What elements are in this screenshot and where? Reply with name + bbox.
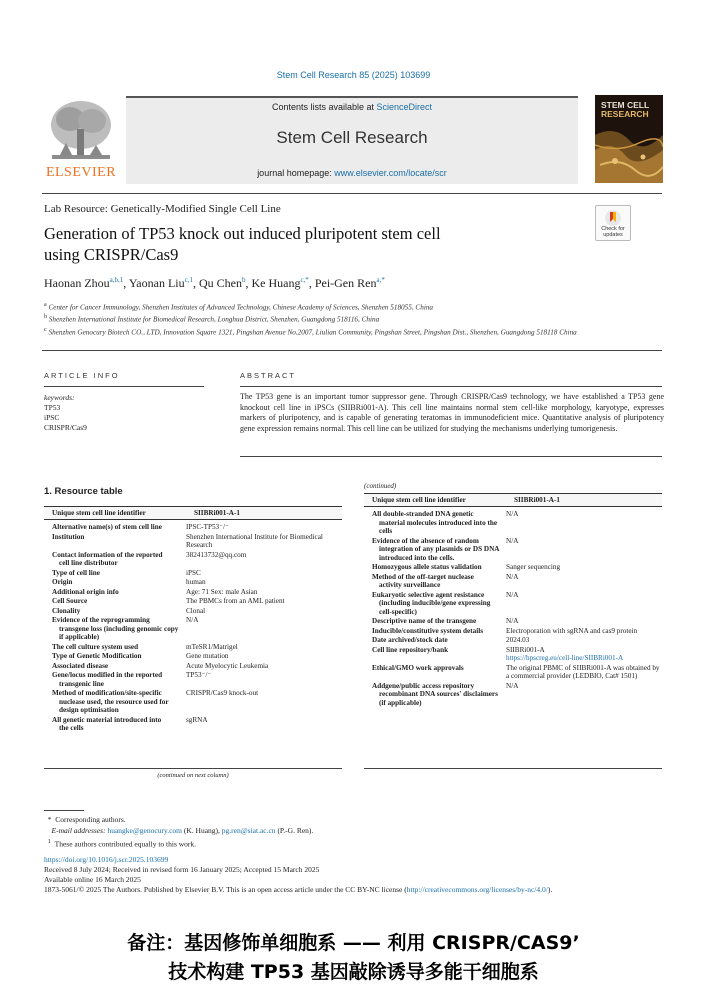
keyword: TP53 — [44, 403, 61, 412]
footnote-rule — [44, 810, 84, 811]
table-row — [364, 663, 662, 681]
keyword: CRISPR/Cas9 — [44, 423, 87, 432]
doi-link[interactable]: https://doi.org/10.1016/j.scr.2025.103699 — [44, 855, 169, 864]
row-label: Evidence of the reprogramming — [52, 616, 150, 624]
table-row — [44, 606, 342, 616]
affiliations — [44, 300, 584, 337]
continued-label: (continued) — [364, 482, 397, 490]
row-label-cell — [44, 532, 186, 550]
publication-info — [44, 855, 664, 895]
table-row — [364, 507, 662, 536]
article-title — [44, 223, 524, 265]
row-label: Cell line repository/bank — [372, 645, 449, 654]
article-type: Lab Resource: Genetically-Modified Single Cell Line — [44, 203, 281, 215]
journal-homepage — [126, 168, 578, 178]
affiliation-text: Shenzhen International Institute for Biomedical Research, Longhua District, Shenzhen, Guangdong 518116, China — [48, 315, 380, 324]
row-label-cell — [44, 550, 186, 568]
table-row — [44, 587, 342, 597]
row-value-cell — [186, 670, 342, 688]
row-label-cell — [364, 635, 506, 645]
row-label-cell — [44, 587, 186, 597]
author-separator: , — [192, 276, 199, 290]
row-value: Electroporation with sgRNA and cas9 protein — [506, 626, 638, 635]
divider — [42, 193, 662, 194]
row-label-cell — [364, 590, 506, 617]
table-row — [364, 681, 662, 708]
table-row — [44, 532, 342, 550]
row-value-cell — [506, 562, 662, 572]
resource-table-left — [44, 506, 342, 733]
row-value: Sanger sequencing — [506, 563, 561, 571]
row-value: 382413732@qq.com — [186, 550, 247, 559]
row-label: Additional origin info — [52, 587, 119, 596]
affiliation-text: Shenzhen Genocury Biotech CO., LTD, Innovation Square 1321, Pingshan Avenue No.2007, Liulian Community, Pingshan Street, Pingshan Dist., Shenzhen, Guangdong 518118 China — [48, 328, 577, 337]
divider — [44, 386, 204, 387]
row-value-cell — [506, 590, 662, 617]
author-name[interactable]: Pei-Gen Ren — [314, 276, 377, 290]
row-label-cell — [44, 520, 186, 532]
resource-table-right — [364, 493, 662, 707]
keywords-label: keywords: — [44, 393, 75, 402]
row-label-continued: activity surveillance — [379, 581, 441, 589]
row-label: Alternative name(s) of stem cell line — [52, 523, 162, 531]
row-label-cell — [364, 616, 506, 626]
row-value: N/A — [506, 510, 519, 518]
caption-line-1: 备注：基因修饰单细胞系 —— 利用 CRISPR/CAS9’ — [127, 932, 580, 954]
divider — [240, 456, 662, 457]
table-row — [364, 616, 662, 626]
row-label-cell — [364, 663, 506, 681]
row-label: Cell Source — [52, 597, 88, 605]
chinese-caption — [0, 929, 707, 987]
row-value: N/A — [506, 617, 519, 625]
table-row — [364, 562, 662, 572]
row-value: mTeSR1/Matrigel — [186, 642, 238, 651]
table-row — [364, 626, 662, 636]
caption-line-2: 技术构建 TP53 基因敲除诱导多能干细胞系 — [168, 961, 539, 983]
author-affiliation-marker[interactable]: b — [241, 276, 246, 284]
table-header-col2: SIIBRi001-A-1 — [514, 496, 560, 504]
title-line-2: using CRISPR/Cas9 — [44, 245, 179, 264]
row-label-cell — [44, 661, 186, 671]
bookmark-icon — [603, 208, 623, 228]
cover-title-2: RESEARCH — [601, 108, 649, 119]
available-online: Available online 16 March 2025 — [44, 875, 141, 884]
row-value-cell — [506, 536, 662, 563]
row-value: iPSC — [186, 568, 201, 577]
row-label-cell — [364, 536, 506, 563]
row-value: N/A — [506, 536, 519, 545]
row-value: Gene mutation — [186, 652, 229, 660]
author-list — [44, 276, 385, 291]
author-separator: , — [123, 276, 129, 290]
table-header-row — [44, 507, 342, 520]
row-value: Acute Myelocytic Leukemia — [186, 661, 269, 670]
row-value-cell — [506, 616, 662, 626]
row-label-cell — [364, 572, 506, 590]
row-label: Descriptive name of the transgene — [372, 617, 477, 625]
row-value: SIIBRi001-A — [506, 645, 545, 654]
author-name[interactable]: Qu Chen — [198, 276, 242, 290]
author-separator: , — [308, 276, 315, 290]
row-label: Evidence of the absence of random — [372, 536, 479, 545]
row-label-cell — [44, 568, 186, 578]
affiliation-text: Center for Cancer Immunology, Shenzhen Institutes of Advanced Technology, Chinese Academy of Sciences, Shenzhen 518055, China — [48, 303, 434, 312]
table-row — [44, 651, 342, 661]
table-row — [44, 642, 342, 652]
cover-title-1: STEM CELL — [601, 100, 650, 110]
row-value-cell — [186, 532, 342, 550]
table-row — [44, 577, 342, 587]
publisher-name: ELSEVIER — [45, 165, 117, 180]
author-separator: , — [245, 276, 252, 290]
homepage-prefix: journal homepage: — [257, 168, 335, 178]
row-label: Gene/locus modified in the reported — [52, 671, 163, 679]
elsevier-logo — [42, 95, 120, 183]
row-value: IPSC-TP53⁻/⁻ — [186, 523, 229, 531]
row-label-cell — [44, 615, 186, 642]
journal-title: Stem Cell Research — [276, 128, 428, 147]
divider — [364, 768, 662, 769]
row-label-cell — [44, 670, 186, 688]
row-value-cell — [506, 635, 662, 645]
row-label-continued: integration of any plasmids or DS DNA introduced into the cells. — [379, 545, 500, 562]
row-label-cell — [364, 562, 506, 572]
table-row — [44, 615, 342, 642]
row-value-cell — [506, 681, 662, 708]
row-label: Addgene/public access repository — [372, 681, 475, 690]
affiliation-marker: b — [44, 314, 47, 321]
row-label: Method of the off-target nuclease — [372, 572, 474, 581]
table-header-col1: Unique stem cell line identifier — [372, 496, 466, 504]
row-label-continued: recombinant DNA sources' disclaimers (if applicable) — [379, 690, 498, 707]
table-row — [364, 572, 662, 590]
table-row — [44, 670, 342, 688]
row-value-cell — [186, 615, 342, 642]
row-label: Date archived/stock date — [372, 636, 448, 644]
row-value: N/A — [506, 590, 519, 599]
row-value-cell — [186, 715, 342, 733]
keyword: iPSC — [44, 413, 60, 422]
row-label: The cell culture system used — [52, 642, 139, 651]
row-value-cell — [506, 626, 662, 636]
row-value-cell — [186, 688, 342, 715]
row-value: N/A — [506, 572, 519, 581]
row-label: Type of Genetic Modification — [52, 652, 142, 660]
row-label-cell — [44, 577, 186, 587]
row-label-cell — [44, 715, 186, 733]
row-label: Ethical/GMO work approvals — [372, 663, 464, 672]
table-row — [44, 550, 342, 568]
journal-reference[interactable]: Stem Cell Research 85 (2025) 103699 — [276, 70, 431, 80]
row-label-cell — [44, 688, 186, 715]
row-label-cell — [364, 681, 506, 708]
author-name[interactable]: Ke Huang — [251, 276, 301, 290]
license-text: 1873-5061/© 2025 The Authors. Published by Elsevier B.V. This is an open access article under the CC BY-NC license (http://creativecommons.org/licenses/by-nc/4.0/). — [44, 885, 553, 894]
row-value-cell — [186, 577, 342, 587]
affiliation-marker: a — [44, 302, 47, 308]
row-label: All genetic material introduced into — [52, 715, 162, 724]
repository-link[interactable]: https://hpscreg.eu/cell-line/SIIBRi001-A — [506, 654, 624, 662]
table-row — [44, 715, 342, 733]
row-value-cell — [186, 606, 342, 616]
email-line: E-mail addresses: huangke@genocury.com (K. Huang), pg.ren@siat.ac.cn (P.-G. Ren). — [51, 826, 314, 835]
row-value: The PBMCs from an AML patient — [186, 597, 285, 605]
row-label: Eukaryotic selective agent resistance — [372, 590, 485, 599]
row-value: 2024.03 — [506, 636, 530, 644]
divider — [240, 386, 662, 387]
row-label-cell — [44, 606, 186, 616]
row-label: Method of modification/site-specific — [52, 689, 162, 697]
row-value-cell — [506, 645, 662, 663]
row-value-cell — [506, 507, 662, 536]
row-value: The original PBMC of SIIBRi001-A was obtained by a commercial provider (LEDBIO, Cat# 1501) — [506, 663, 660, 680]
affiliation — [44, 300, 584, 312]
row-value: Clonal — [186, 606, 206, 615]
table-row — [364, 590, 662, 617]
author-affiliation-marker[interactable]: a,* — [376, 276, 385, 284]
email-link-1[interactable]: huangke@genocury.com — [107, 826, 182, 835]
row-label-cell — [44, 596, 186, 606]
row-label: Inducible/constitutive system details — [372, 626, 484, 635]
row-label: Type of cell line — [52, 568, 100, 577]
row-value: N/A — [186, 616, 199, 624]
row-value: N/A — [506, 681, 519, 690]
row-label-continued: material molecules introduced into the cells — [379, 518, 498, 535]
row-value-cell — [186, 550, 342, 568]
row-value: human — [186, 578, 206, 586]
divider — [42, 350, 662, 351]
row-value: Shenzhen International Institute for Biomedical Research — [186, 532, 323, 549]
divider — [44, 768, 342, 769]
row-value-cell — [186, 568, 342, 578]
row-value: TP53⁻/⁻ — [186, 671, 212, 679]
table-header-row — [364, 494, 662, 507]
author-affiliation-marker[interactable]: c,1 — [184, 276, 193, 284]
author-affiliation-marker[interactable]: c,* — [300, 276, 309, 284]
email-label: E-mail addresses: — [51, 826, 106, 835]
table-row — [44, 568, 342, 578]
row-label-continued: transgene loss (including genomic copy if applicable) — [59, 624, 179, 641]
footnotes — [44, 814, 313, 850]
continued-next-note: (continued on next column) — [157, 772, 229, 779]
contents-line — [126, 102, 578, 112]
row-value-cell — [506, 572, 662, 590]
homepage-link[interactable]: www.elsevier.com/locate/scr — [334, 168, 447, 178]
row-label: Clonality — [52, 606, 81, 615]
affiliation — [44, 325, 584, 337]
row-label: Origin — [52, 578, 73, 586]
email-link-2[interactable]: pg.ren@siat.ac.cn — [221, 826, 276, 835]
row-value-cell — [186, 661, 342, 671]
row-label: Contact information of the reported — [52, 550, 163, 559]
row-label: Associated disease — [52, 661, 109, 670]
author-name[interactable]: Yaonan Liu — [128, 276, 185, 290]
received-dates: Received 8 July 2024; Received in revised form 16 January 2025; Accepted 15 March 2025 — [44, 865, 320, 874]
table-row — [44, 520, 342, 532]
table-row — [44, 596, 342, 606]
row-label: Institution — [52, 532, 85, 541]
table-header-col1: Unique stem cell line identifier — [52, 509, 146, 517]
author-name[interactable]: Haonan Zhou — [44, 276, 110, 290]
row-value-cell — [506, 663, 662, 681]
row-value-cell — [186, 587, 342, 597]
affiliation — [44, 312, 584, 324]
row-value: sgRNA — [186, 715, 208, 724]
row-label-continued: the cells — [59, 724, 84, 732]
table-header-col2: SIIBRi001-A-1 — [194, 509, 240, 517]
contents-prefix: Contents lists available at — [271, 102, 377, 112]
check-updates-button[interactable] — [595, 205, 631, 241]
corresponding-note: * Corresponding authors. — [44, 815, 126, 824]
keywords — [44, 393, 87, 433]
row-label-continued: transgenic line — [59, 679, 104, 688]
check-updates-label: Check for updates — [601, 226, 625, 238]
article-info-heading: ARTICLE INFO — [44, 371, 120, 380]
table-row — [364, 536, 662, 563]
row-label: Homozygous allele status validation — [372, 563, 482, 571]
abstract-text: The TP53 gene is an important tumor suppressor gene. Through CRISPR/Cas9 technology, we have established a TP53 gene knockout cell line in iPSCs (SIIBRi001-A). This cell line maintains normal stem cell-like morphology, karyotype, expresses markers of pluripotency, and is capable of generating teratomas in immunodeficient mice. Quantitative analysis of pluripotency gene expression remains normal. This cell line can be utilized for studying the mechanisms underlying tumorigenesis. — [240, 392, 664, 433]
sciencedirect-link[interactable]: ScienceDirect — [376, 102, 433, 112]
row-label: All double-stranded DNA genetic — [372, 510, 474, 518]
section-title: 1. Resource table — [44, 486, 123, 497]
affiliation-marker: c — [44, 326, 47, 333]
row-label-continued: (including inducible/gene expressing cell-specific) — [379, 599, 491, 616]
license-link[interactable]: http://creativecommons.org/licenses/by-nc/4.0/ — [406, 885, 548, 894]
title-line-1: Generation of TP53 knock out induced pluripotent stem cell — [44, 224, 441, 243]
row-value: CRISPR/Cas9 knock-out — [186, 689, 259, 697]
row-value: Age: 71 Sex: male Asian — [186, 587, 258, 596]
row-label-continued: nuclease used, the resource used for design optimisation — [59, 697, 169, 714]
row-label-cell — [44, 642, 186, 652]
row-label-cell — [364, 626, 506, 636]
row-label-cell — [364, 645, 506, 663]
row-label-cell — [364, 507, 506, 536]
author-affiliation-marker[interactable]: a,b,1 — [109, 276, 124, 284]
abstract-heading: ABSTRACT — [240, 371, 297, 380]
journal-cover[interactable] — [595, 95, 663, 183]
table-row — [44, 688, 342, 715]
row-value-cell — [186, 596, 342, 606]
row-label-continued: cell line distributor — [59, 559, 118, 567]
table-row — [44, 661, 342, 671]
row-value-cell — [186, 642, 342, 652]
table-row — [364, 635, 662, 645]
table-row — [364, 645, 662, 663]
row-value-cell — [186, 651, 342, 661]
row-label-cell — [44, 651, 186, 661]
equal-contribution-note: $^1$ These authors contributed equally to this work. — [47, 838, 197, 849]
row-value-cell — [186, 520, 342, 532]
